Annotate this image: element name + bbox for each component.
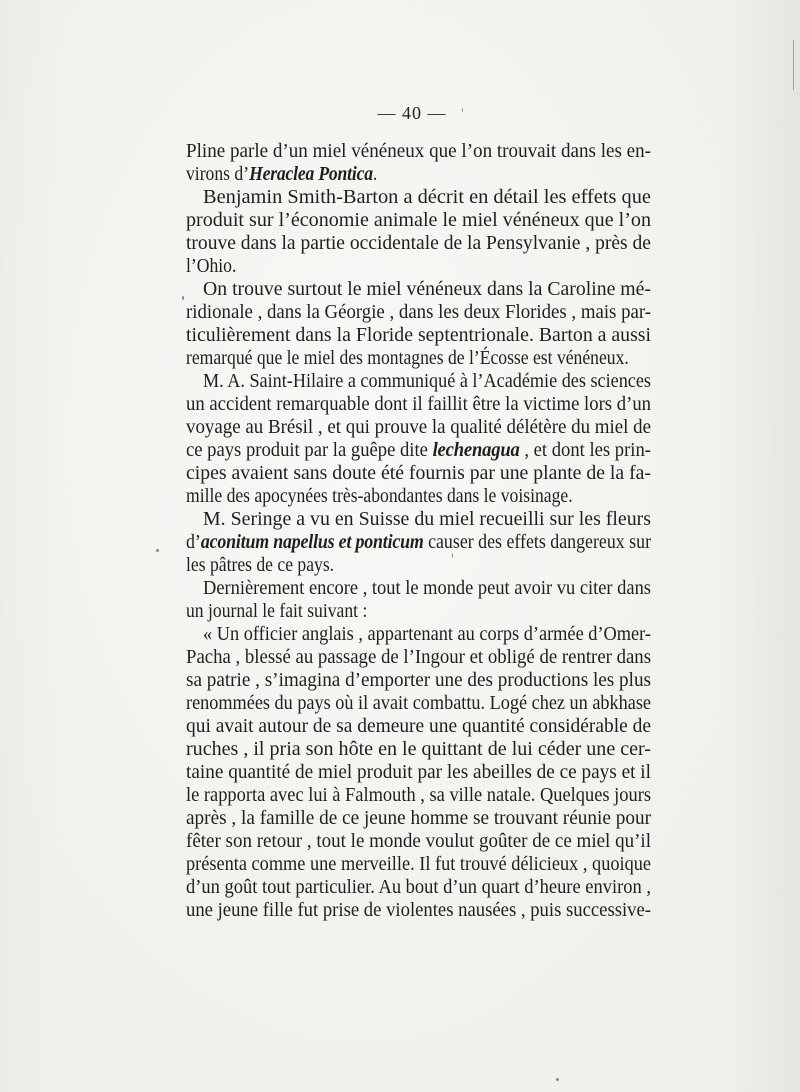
text-line-content xyxy=(186,715,651,738)
text-line xyxy=(186,623,651,646)
text-run: taine quantité de miel produit par les abeilles de ce pays et il xyxy=(186,761,652,783)
text-line-content xyxy=(203,278,651,301)
text-run: ridionale , dans la Géorgie , dans les deux Florides , mais par- xyxy=(186,301,652,323)
text-line xyxy=(186,807,651,830)
text-line-content xyxy=(203,623,651,646)
text-line-content xyxy=(203,186,651,209)
text-run: trouve dans la partie occidentale de la Pensylvanie , près de xyxy=(186,232,651,254)
text-line xyxy=(186,255,651,278)
text-line-content xyxy=(186,347,629,370)
text-line-content xyxy=(203,577,651,600)
text-run: Pline parle d’un miel vénéneux que l’on trouvait dans les en- xyxy=(186,140,652,162)
italic-term: lechenagua xyxy=(432,439,520,461)
text-run: cipes avaient sans doute été fournis par une plante de la fa- xyxy=(186,462,651,484)
text-line xyxy=(186,462,651,485)
page-number-header: — 40 — xyxy=(377,103,447,123)
text-line xyxy=(186,669,651,692)
text-run: voyage au Brésil , et qui prouve la qualité délétère du miel de xyxy=(186,416,652,438)
text-run: le rapporta avec lui à Falmouth , sa ville natale. Quelques jours xyxy=(186,784,652,806)
text-line-content xyxy=(186,209,651,232)
text-line-content xyxy=(186,669,651,692)
text-run: virons d’ xyxy=(186,163,250,185)
text-run: ticulièrement dans la Floride septentrionale. Barton a aussi xyxy=(186,324,651,346)
text-line-content xyxy=(186,830,651,853)
text-line xyxy=(186,508,651,531)
text-line xyxy=(186,761,651,784)
text-run: présenta comme une merveille. Il fut trouvé délicieux , quoique xyxy=(186,853,652,875)
text-run: M. A. Saint-Hilaire a communiqué à l’Académie des sciences xyxy=(203,370,652,392)
text-line xyxy=(186,600,651,623)
text-line xyxy=(186,186,651,209)
paragraph xyxy=(186,186,651,278)
text-run: ce pays produit par la guêpe dite xyxy=(186,439,433,461)
page-edge-line xyxy=(793,40,794,90)
text-line xyxy=(186,830,651,853)
text-run: , et dont les prin- xyxy=(519,439,651,461)
paragraph xyxy=(186,623,651,922)
text-line xyxy=(186,232,651,255)
text-line-content xyxy=(186,416,651,439)
text-run: l’Ohio. xyxy=(186,255,237,277)
text-line-content xyxy=(186,324,651,347)
text-line-content xyxy=(203,508,651,531)
text-run: Dernièrement encore , tout le monde peut avoir vu citer dans xyxy=(203,577,651,599)
text-line xyxy=(186,784,651,807)
text-line xyxy=(186,416,651,439)
text-run: renommées du pays où il avait combattu. Logé chez un abkhase xyxy=(186,692,652,714)
text-run: d’ xyxy=(186,531,201,553)
text-line-content xyxy=(186,393,651,416)
text-run: ruches , il pria son hôte en le quittant de lui céder une cer- xyxy=(186,738,651,760)
paper-speck xyxy=(462,108,463,112)
text-run: causer des effets dangereux sur xyxy=(423,531,652,553)
paper-speck xyxy=(452,553,453,558)
text-run: Benjamin Smith-Barton a décrit en détail les effets que xyxy=(203,186,651,208)
text-line xyxy=(186,715,651,738)
text-line xyxy=(186,853,651,876)
text-line xyxy=(186,531,651,554)
text-run: les pâtres de ce pays. xyxy=(186,554,335,576)
paper-speck xyxy=(556,1078,559,1081)
text-line-content xyxy=(186,853,651,876)
text-line xyxy=(186,899,651,922)
text-run: . xyxy=(372,163,378,185)
text-run: On trouve surtout le miel vénéneux dans la Caroline mé- xyxy=(203,278,652,300)
text-line xyxy=(186,439,651,462)
text-run: un journal le fait suivant : xyxy=(186,600,368,622)
text-line-content xyxy=(186,738,651,761)
text-line-content xyxy=(186,255,236,278)
text-run: qui avait autour de sa demeure une quantité considérable de xyxy=(186,715,652,737)
text-run: M. Seringe a vu en Suisse du miel recueilli sur les fleurs xyxy=(203,508,651,530)
paragraph xyxy=(186,370,651,508)
italic-term: Heraclea Pontica xyxy=(249,163,373,185)
text-run: Pacha , blessé au passage de l’Ingour et obligé de rentrer dans xyxy=(186,646,652,668)
text-line xyxy=(186,163,651,186)
text-line xyxy=(186,209,651,232)
text-line-content xyxy=(186,439,651,462)
text-run: produit sur l’économie animale le miel vénéneux que l’on xyxy=(186,209,651,231)
paragraph xyxy=(186,140,651,186)
text-line xyxy=(186,301,651,324)
text-line xyxy=(186,485,651,508)
text-run: après , la famille de ce jeune homme se trouvant réunie pour xyxy=(186,807,651,829)
paper-speck xyxy=(182,296,184,300)
text-line-content xyxy=(186,646,651,669)
text-line xyxy=(186,370,651,393)
text-line-content xyxy=(186,462,651,485)
text-line xyxy=(186,646,651,669)
text-run: un accident remarquable dont il faillit être la victime lors d’un xyxy=(186,393,652,415)
text-line xyxy=(186,278,651,301)
text-line-content xyxy=(203,370,651,393)
text-line-content xyxy=(186,876,651,899)
text-line-content xyxy=(186,301,651,324)
text-line xyxy=(186,577,651,600)
text-line-content xyxy=(186,485,573,508)
text-run: mille des apocynées très-abondantes dans le voisinage. xyxy=(186,485,573,507)
text-run: fêter son retour , tout le monde voulut goûter de ce miel qu’il xyxy=(186,830,651,852)
text-line xyxy=(186,554,651,577)
paragraph xyxy=(186,577,651,623)
text-line-content xyxy=(186,761,651,784)
paragraph xyxy=(186,278,651,370)
text-line-content xyxy=(186,531,651,554)
text-line xyxy=(186,393,651,416)
text-run: sa patrie , s’imagina d’emporter une des productions les plus xyxy=(186,669,652,691)
text-run: « Un officier anglais , appartenant au corps d’armée d’Omer- xyxy=(203,623,652,645)
text-line-content xyxy=(186,554,334,577)
page-body-text xyxy=(186,140,651,922)
text-line xyxy=(186,140,651,163)
text-line xyxy=(186,324,651,347)
text-line xyxy=(186,692,651,715)
text-line-content xyxy=(186,600,367,623)
text-line xyxy=(186,738,651,761)
text-line-content xyxy=(186,232,651,255)
paragraph xyxy=(186,508,651,577)
text-run: d’un goût tout particulier. Au bout d’un quart d’heure environ , xyxy=(186,876,651,898)
text-line-content xyxy=(186,692,651,715)
text-run: remarqué que le miel des montagnes de l’Écosse est vénéneux. xyxy=(186,347,629,369)
text-line-content xyxy=(186,140,651,163)
text-line-content xyxy=(186,807,651,830)
text-run: une jeune fille fut prise de violentes nausées , puis successive- xyxy=(186,899,652,921)
text-line xyxy=(186,876,651,899)
text-line-content xyxy=(186,163,377,186)
text-line-content xyxy=(186,784,651,807)
paper-speck xyxy=(156,549,159,552)
text-line xyxy=(186,347,651,370)
italic-term: aconitum napellus et ponticum xyxy=(200,531,424,553)
text-line-content xyxy=(186,899,651,922)
